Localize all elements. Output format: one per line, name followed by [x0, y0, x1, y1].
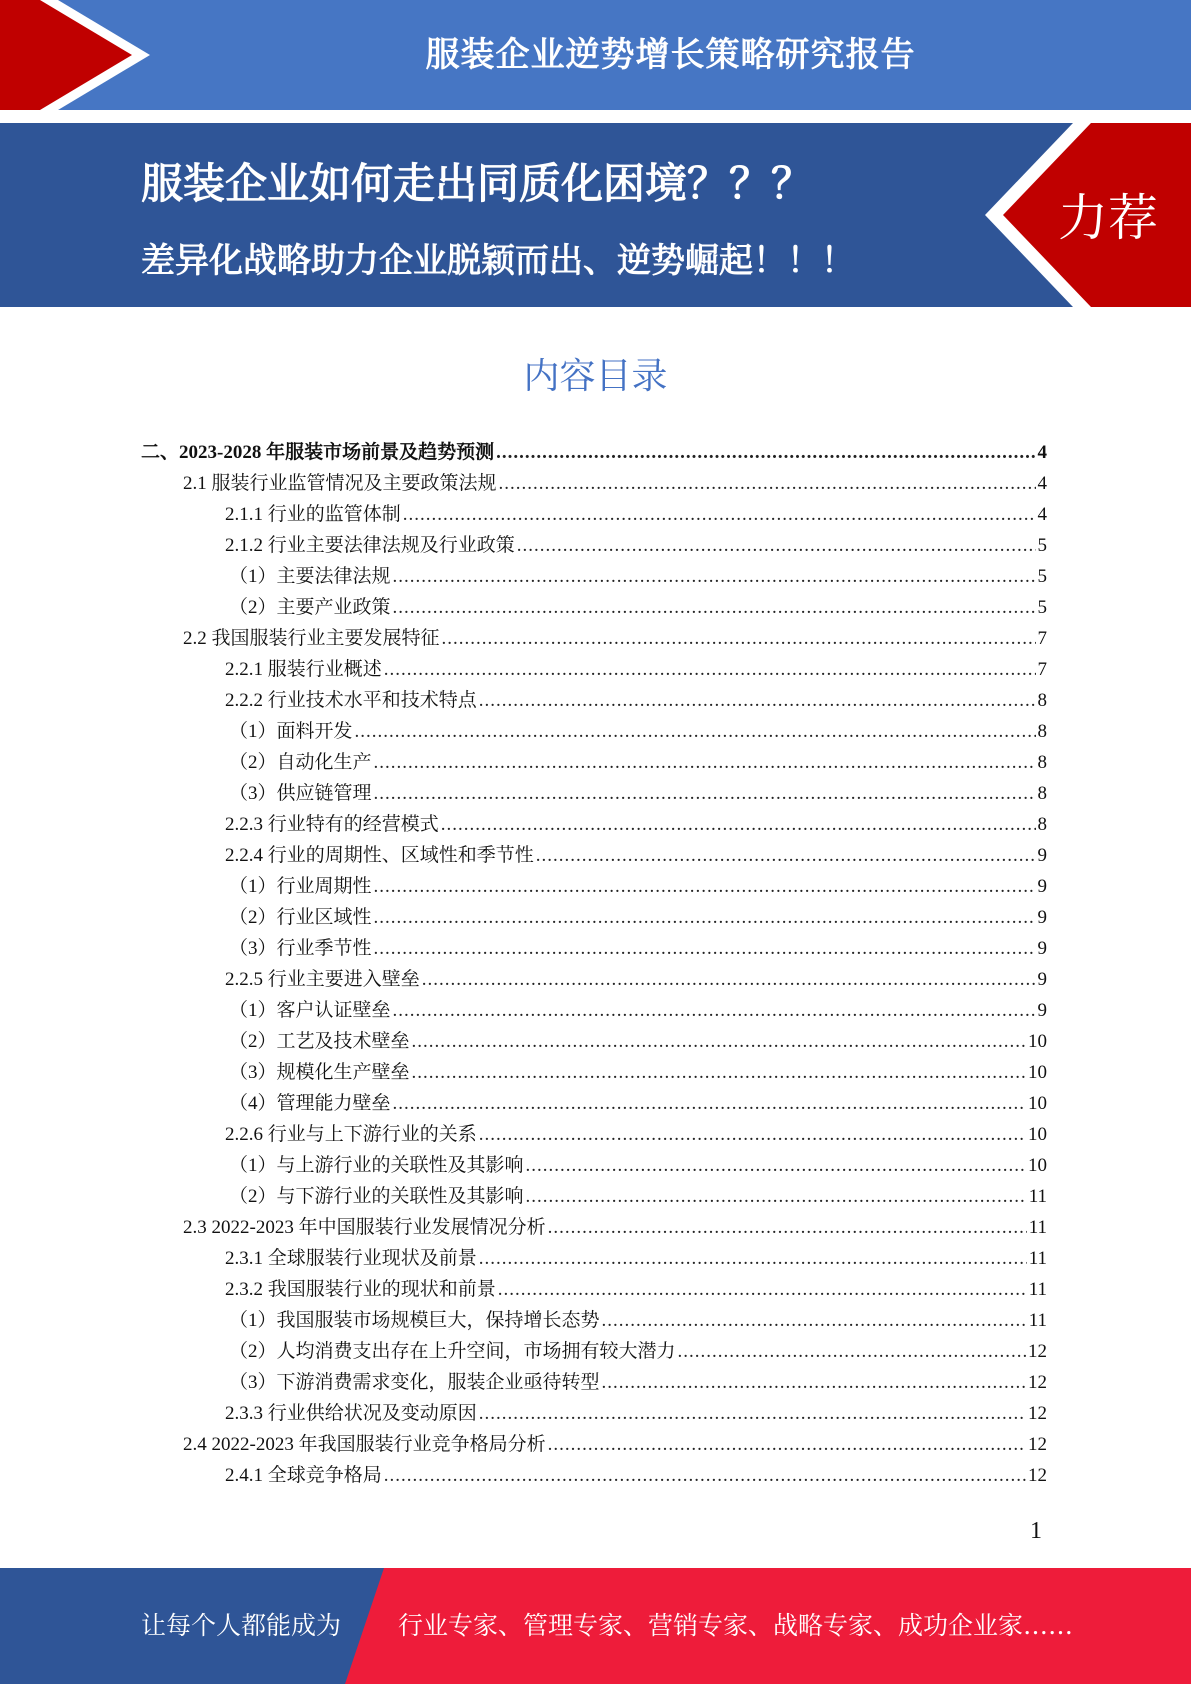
toc-entry-page: 5 — [1037, 597, 1047, 618]
toc-leader — [602, 1367, 1026, 1398]
toc-entry-title: （2）与下游行业的关联性及其影响 — [229, 1186, 524, 1207]
toc-entry-title: 2.1.1 行业的监管体制 — [225, 504, 401, 525]
toc-entry[interactable] — [229, 1305, 1047, 1336]
toc-entry-page: 10 — [1028, 1124, 1047, 1145]
toc-entry[interactable] — [225, 685, 1047, 716]
report-title: 服装企业逆势增长策略研究报告 — [425, 35, 916, 75]
toc-entry-title: （1）与上游行业的关联性及其影响 — [229, 1155, 524, 1176]
toc-leader — [374, 902, 1036, 933]
toc-entry[interactable] — [225, 1243, 1047, 1274]
toc-entry-title: 2.2 我国服装行业主要发展特征 — [183, 628, 440, 649]
toc-entry-page: 8 — [1037, 814, 1047, 835]
toc-entry-page: 10 — [1028, 1155, 1047, 1176]
toc-entry-title: （3）行业季节性 — [229, 938, 372, 959]
toc-leader — [499, 468, 1036, 499]
toc-leader — [374, 778, 1036, 809]
toc-entry[interactable] — [229, 592, 1047, 623]
toc-entry-page: 9 — [1037, 1000, 1047, 1021]
toc-entry-title: （1）行业周期性 — [229, 876, 372, 897]
toc-entry[interactable] — [229, 933, 1047, 964]
toc-leader — [496, 437, 1035, 468]
toc-entry-page: 7 — [1037, 659, 1047, 680]
toc-entry-page: 7 — [1037, 628, 1047, 649]
toc-leader — [526, 1181, 1027, 1212]
toc-leader — [393, 1088, 1026, 1119]
toc-heading: 内容目录 — [523, 356, 668, 397]
toc-entry[interactable] — [229, 561, 1047, 592]
toc-leader — [602, 1305, 1027, 1336]
toc-entry[interactable] — [229, 902, 1047, 933]
toc-leader — [384, 654, 1036, 685]
toc-entry-page: 11 — [1028, 1310, 1047, 1331]
toc-entry-page: 12 — [1028, 1403, 1047, 1424]
toc-entry-page: 9 — [1037, 969, 1047, 990]
toc-entry[interactable] — [183, 1429, 1047, 1460]
toc-entry-page: 8 — [1037, 690, 1047, 711]
toc-entry[interactable] — [183, 468, 1047, 499]
toc-entry-title: （2）工艺及技术壁垒 — [229, 1031, 410, 1052]
toc-entry[interactable] — [229, 1181, 1047, 1212]
toc-entry-page: 12 — [1028, 1465, 1047, 1486]
red-chevron-graphic — [0, 0, 160, 110]
toc-entry-page: 9 — [1037, 938, 1047, 959]
toc-entry-title: （4）管理能力壁垒 — [229, 1093, 391, 1114]
toc-entry-title: （2）行业区域性 — [229, 907, 372, 928]
toc-leader — [678, 1336, 1026, 1367]
toc-entry-page: 10 — [1028, 1031, 1047, 1052]
toc-entry-title: （1）主要法律法规 — [229, 566, 391, 587]
promo-banner — [0, 123, 1191, 307]
toc-entry-page: 11 — [1028, 1248, 1047, 1269]
toc-leader — [393, 592, 1036, 623]
footer-bar — [0, 1568, 1191, 1684]
toc-entry[interactable] — [225, 1460, 1047, 1491]
footer-slogan-list: 行业专家、管理专家、营销专家、战略专家、成功企业家…… — [398, 1611, 1074, 1640]
toc-leader — [403, 499, 1036, 530]
toc-entry-page: 12 — [1028, 1372, 1047, 1393]
toc-entry-title: 2.2.6 行业与上下游行业的关系 — [225, 1124, 477, 1145]
banner-subheadline: 差异化战略助力企业脱颖而出、逆势崛起！！！ — [141, 241, 855, 281]
toc-leader — [384, 1460, 1026, 1491]
toc-entry[interactable] — [229, 995, 1047, 1026]
toc-entry[interactable] — [225, 654, 1047, 685]
toc-entry-page: 11 — [1028, 1186, 1047, 1207]
toc-leader — [548, 1212, 1027, 1243]
toc-leader — [442, 623, 1036, 654]
toc-entry-page: 9 — [1037, 907, 1047, 928]
toc-entry[interactable] — [141, 437, 1047, 468]
page-number: 1 — [1030, 1518, 1042, 1544]
toc-entry-page: 4 — [1037, 473, 1047, 494]
toc-leader — [548, 1429, 1026, 1460]
toc-entry-title: 2.3.2 我国服装行业的现状和前景 — [225, 1279, 496, 1300]
toc-entry-page: 9 — [1037, 845, 1047, 866]
toc-leader — [479, 685, 1036, 716]
toc-entry-title: 2.3 2022-2023 年中国服装行业发展情况分析 — [183, 1217, 546, 1238]
toc-entry[interactable] — [225, 964, 1047, 995]
toc-entry[interactable] — [229, 747, 1047, 778]
toc-entry-title: （3）规模化生产壁垒 — [229, 1062, 410, 1083]
toc-entry-page: 4 — [1037, 504, 1047, 525]
toc-entry-title: （3）供应链管理 — [229, 783, 372, 804]
toc-entry[interactable] — [229, 1336, 1047, 1367]
toc-entry-title: （3）下游消费需求变化，服装企业亟待转型 — [229, 1372, 600, 1393]
banner-headline: 服装企业如何走出同质化困境？？？ — [141, 159, 814, 208]
toc-entry-title: （2）主要产业政策 — [229, 597, 391, 618]
toc-entry[interactable] — [229, 778, 1047, 809]
toc-entry-page: 11 — [1028, 1217, 1047, 1238]
toc-leader — [479, 1119, 1026, 1150]
header-bar — [0, 0, 1191, 110]
toc-leader — [355, 716, 1036, 747]
toc-entry-page: 11 — [1028, 1279, 1047, 1300]
toc-entry-page: 10 — [1028, 1093, 1047, 1114]
toc-entry-title: （1）客户认证壁垒 — [229, 1000, 391, 1021]
toc-entry[interactable] — [225, 840, 1047, 871]
toc-entry[interactable] — [225, 1398, 1047, 1429]
toc-entry-title: 2.3.1 全球服装行业现状及前景 — [225, 1248, 477, 1269]
toc-entry-title: 2.4 2022-2023 年我国服装行业竞争格局分析 — [183, 1434, 546, 1455]
toc-leader — [479, 1398, 1026, 1429]
toc-entry[interactable] — [229, 716, 1047, 747]
toc-entry-title: 2.2.4 行业的周期性、区域性和季节性 — [225, 845, 534, 866]
toc-leader — [374, 871, 1036, 902]
toc-leader — [412, 1026, 1026, 1057]
toc-entry-page: 9 — [1037, 876, 1047, 897]
toc-entry[interactable] — [229, 871, 1047, 902]
toc-entry-title: 2.3.3 行业供给状况及变动原因 — [225, 1403, 477, 1424]
toc-entry-page: 4 — [1037, 442, 1047, 463]
toc-entry[interactable] — [229, 1026, 1047, 1057]
toc-leader — [412, 1057, 1026, 1088]
toc-entry[interactable] — [229, 1088, 1047, 1119]
toc-entry[interactable] — [183, 623, 1047, 654]
toc-leader — [393, 995, 1036, 1026]
toc-entry-title: （2）自动化生产 — [229, 752, 372, 773]
toc-entry-page: 8 — [1037, 752, 1047, 773]
toc-entry[interactable] — [183, 1212, 1047, 1243]
toc-entry-title: 2.2.5 行业主要进入壁垒 — [225, 969, 420, 990]
toc-leader — [422, 964, 1036, 995]
recommend-badge: 力荐 — [1058, 189, 1158, 247]
toc-entry-page: 5 — [1037, 535, 1047, 556]
toc-entry-title: 2.4.1 全球竞争格局 — [225, 1465, 382, 1486]
toc-leader — [393, 561, 1036, 592]
footer-slogan-lead: 让每个人都能成为 — [141, 1611, 342, 1640]
toc-entry-page: 12 — [1028, 1434, 1047, 1455]
toc-entry-page: 8 — [1037, 783, 1047, 804]
toc-leader — [479, 1243, 1027, 1274]
toc-entry[interactable] — [225, 530, 1047, 561]
toc-entry-title: 二、2023-2028 年服装市场前景及趋势预测 — [141, 442, 495, 463]
toc-entry-title: （1）我国服装市场规模巨大，保持增长态势 — [229, 1310, 600, 1331]
toc-entry[interactable] — [225, 809, 1047, 840]
toc-leader — [526, 1150, 1026, 1181]
toc-entry-title: 2.1.2 行业主要法律法规及行业政策 — [225, 535, 515, 556]
toc-leader — [536, 840, 1036, 871]
toc-entry-title: 2.2.3 行业特有的经营模式 — [225, 814, 439, 835]
toc-leader — [374, 747, 1036, 778]
toc-entry[interactable] — [229, 1057, 1047, 1088]
toc-entry[interactable] — [229, 1367, 1047, 1398]
toc-entry-page: 10 — [1028, 1062, 1047, 1083]
toc-entry-title: 2.2.1 服装行业概述 — [225, 659, 382, 680]
toc-leader — [441, 809, 1036, 840]
toc-leader — [498, 1274, 1027, 1305]
toc-entry[interactable] — [225, 1119, 1047, 1150]
toc-entry-title: 2.2.2 行业技术水平和技术特点 — [225, 690, 477, 711]
toc-entry-page: 12 — [1028, 1341, 1047, 1362]
toc-entry-title: 2.1 服装行业监管情况及主要政策法规 — [183, 473, 497, 494]
toc-entry-title: （2）人均消费支出存在上升空间，市场拥有较大潜力 — [229, 1341, 676, 1362]
toc-entry[interactable] — [225, 499, 1047, 530]
toc-entry-page: 8 — [1037, 721, 1047, 742]
toc-entry-title: （1）面料开发 — [229, 721, 353, 742]
toc-entry-page: 5 — [1037, 566, 1047, 587]
toc-entry[interactable] — [229, 1150, 1047, 1181]
toc-leader — [374, 933, 1036, 964]
toc-entry[interactable] — [225, 1274, 1047, 1305]
toc-leader — [517, 530, 1036, 561]
